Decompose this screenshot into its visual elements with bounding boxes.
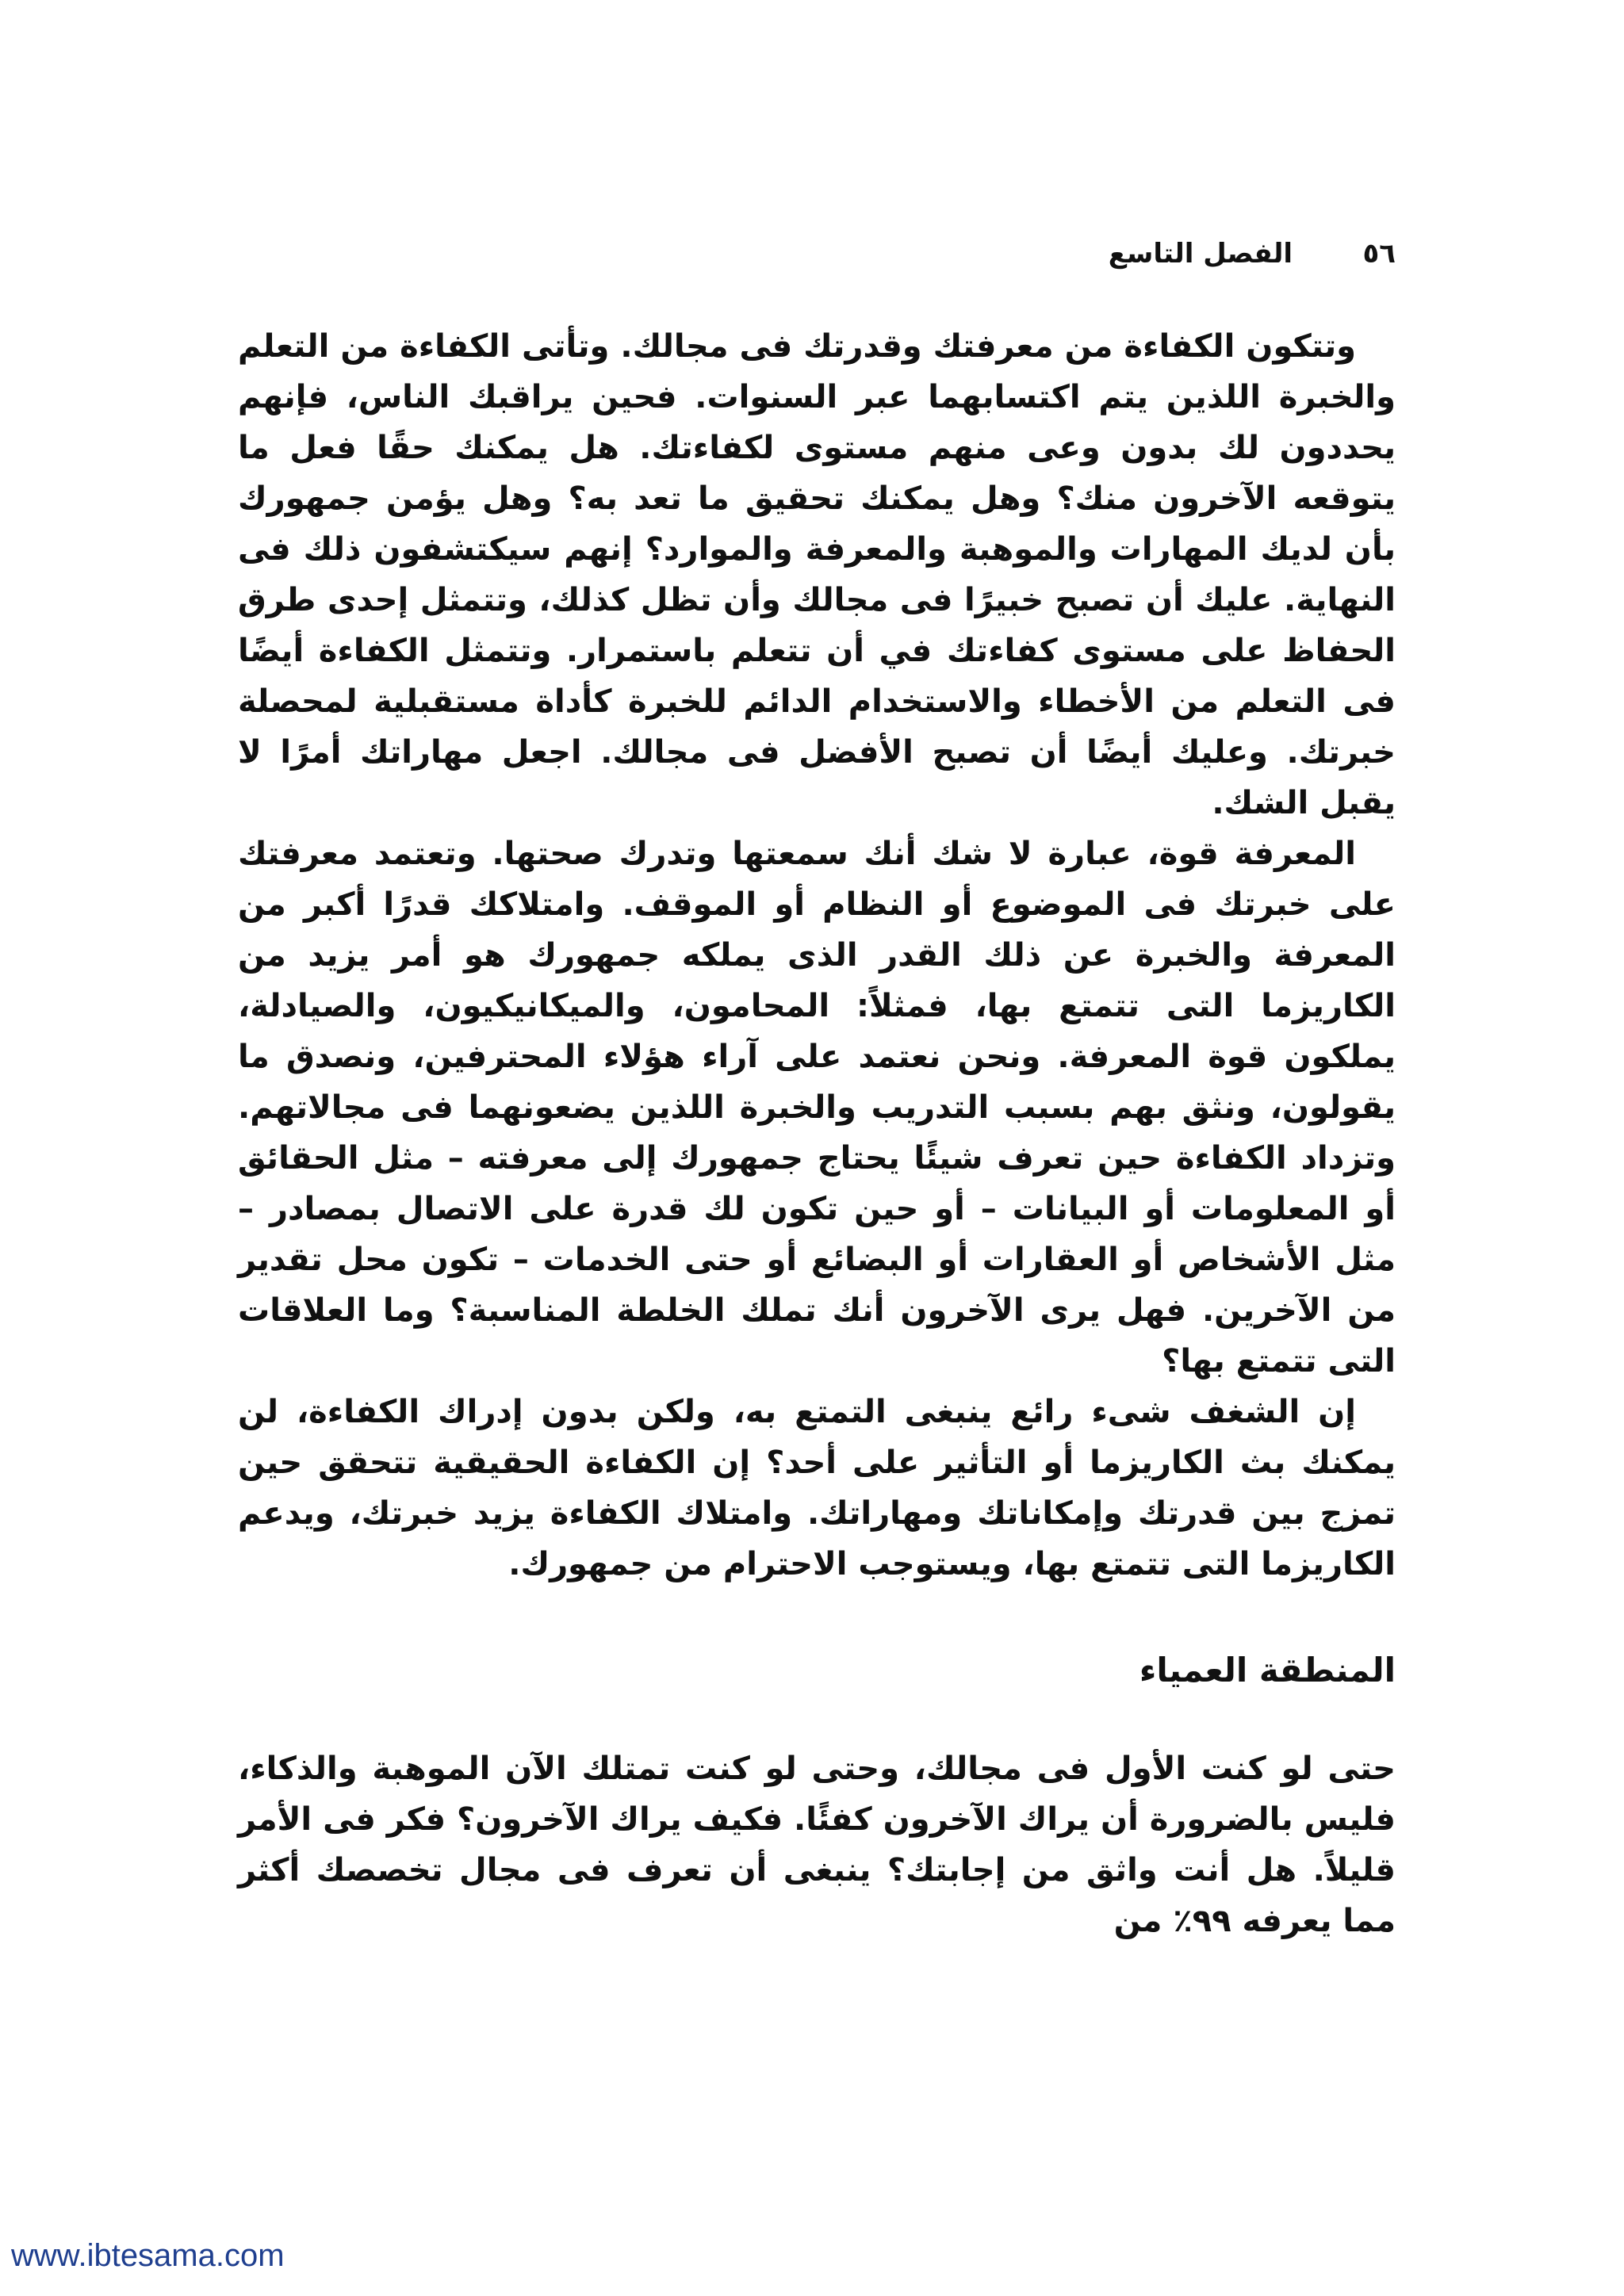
page-header (238, 238, 1396, 285)
page-number: ٥٦ (1362, 238, 1396, 270)
paragraph-blind-spot: حتى لو كنت الأول فى مجالك، وحتى لو كنت تمتلك الآن الموهبة والذكاء، فليس بالضرورة أن يراك الآخرون كفئًا. فكيف يراك الآخرون؟ فكر فى الأمر قليلاً. هل أنت واثق من إجابتك؟ ينبغى أن تعرف فى مجال تخصصك أكثر مما يعرفه ٩٩٪ من (238, 1751, 1396, 1939)
chapter-title: الفصل التاسع (1108, 238, 1293, 270)
paragraph-passion: إن الشغف شىء رائع ينبغى التمتع به، ولكن بدون إدراك الكفاءة، لن يمكنك بث الكاريزما أو التأثير على أحد؟ إن الكفاءة الحقيقية تتحقق حين تمزج بين قدرتك وإمكاناتك ومهاراتك. وامتلاك الكفاءة يزيد خبرتك، ويدعم الكاريزما التى تتمتع بها، ويستوجب الاحترام من جمهورك. (238, 1394, 1396, 1582)
website-watermark: www.ibtesama.com (11, 2238, 285, 2273)
section-heading: المنطقة العمياء (1139, 1651, 1396, 1689)
page-body (238, 321, 1396, 1946)
paragraph-knowledge: المعرفة قوة، عبارة لا شك أنك سمعتها وتدرك صحتها. وتعتمد معرفتك على خبرتك فى الموضوع أو النظام أو الموقف. وامتلاكك قدرًا أكبر من المعرفة والخبرة عن ذلك القدر الذى يملكه جمهورك هو أمر يزيد من الكاريزما التى تتمتع بها، فمثلاً: المحامون، والميكانيكيون، والصيادلة، يملكون قوة المعرفة. ونحن نعتمد على آراء هؤلاء المحترفين، ونصدق ما يقولون، ونثق بهم بسبب التدريب والخبرة اللذين يضعونهما فى مجالاتهم. وتزداد الكفاءة حين تعرف شيئًا يحتاج جمهورك إلى معرفته – مثل الحقائق أو المعلومات أو البيانات – أو حين تكون لك قدرة على الاتصال بمصادر – مثل الأشخاص أو العقارات أو البضائع أو حتى الخدمات – تكون محل تقدير من الآخرين. فهل يرى الآخرون أنك تملك الخلطة المناسبة؟ وما العلاقات التى تتمتع بها؟ (238, 836, 1396, 1380)
paragraph-competence: وتتكون الكفاءة من معرفتك وقدرتك فى مجالك. وتأتى الكفاءة من التعلم والخبرة اللذين يتم اكتسابهما عبر السنوات. فحين يراقبك الناس، فإنهم يحددون لك بدون وعى منهم مستوى لكفاءتك. هل يمكنك حقًا فعل ما يتوقعه الآخرون منك؟ وهل يمكنك تحقيق ما تعد به؟ وهل يؤمن جمهورك بأن لديك المهارات والموهبة والمعرفة والموارد؟ إنهم سيكتشفون ذلك فى النهاية. عليك أن تصبح خبيرًا فى مجالك وأن تظل كذلك، وتتمثل إحدى طرق الحفاظ على مستوى كفاءتك في أن تتعلم باستمرار. وتتمثل الكفاءة أيضًا فى التعلم من الأخطاء والاستخدام الدائم للخبرة كأداة مستقبلية لمحصلة خبرتك. وعليك أيضًا أن تصبح الأفضل فى مجالك. اجعل مهاراتك أمرًا لا يقبل الشك. (238, 328, 1396, 821)
